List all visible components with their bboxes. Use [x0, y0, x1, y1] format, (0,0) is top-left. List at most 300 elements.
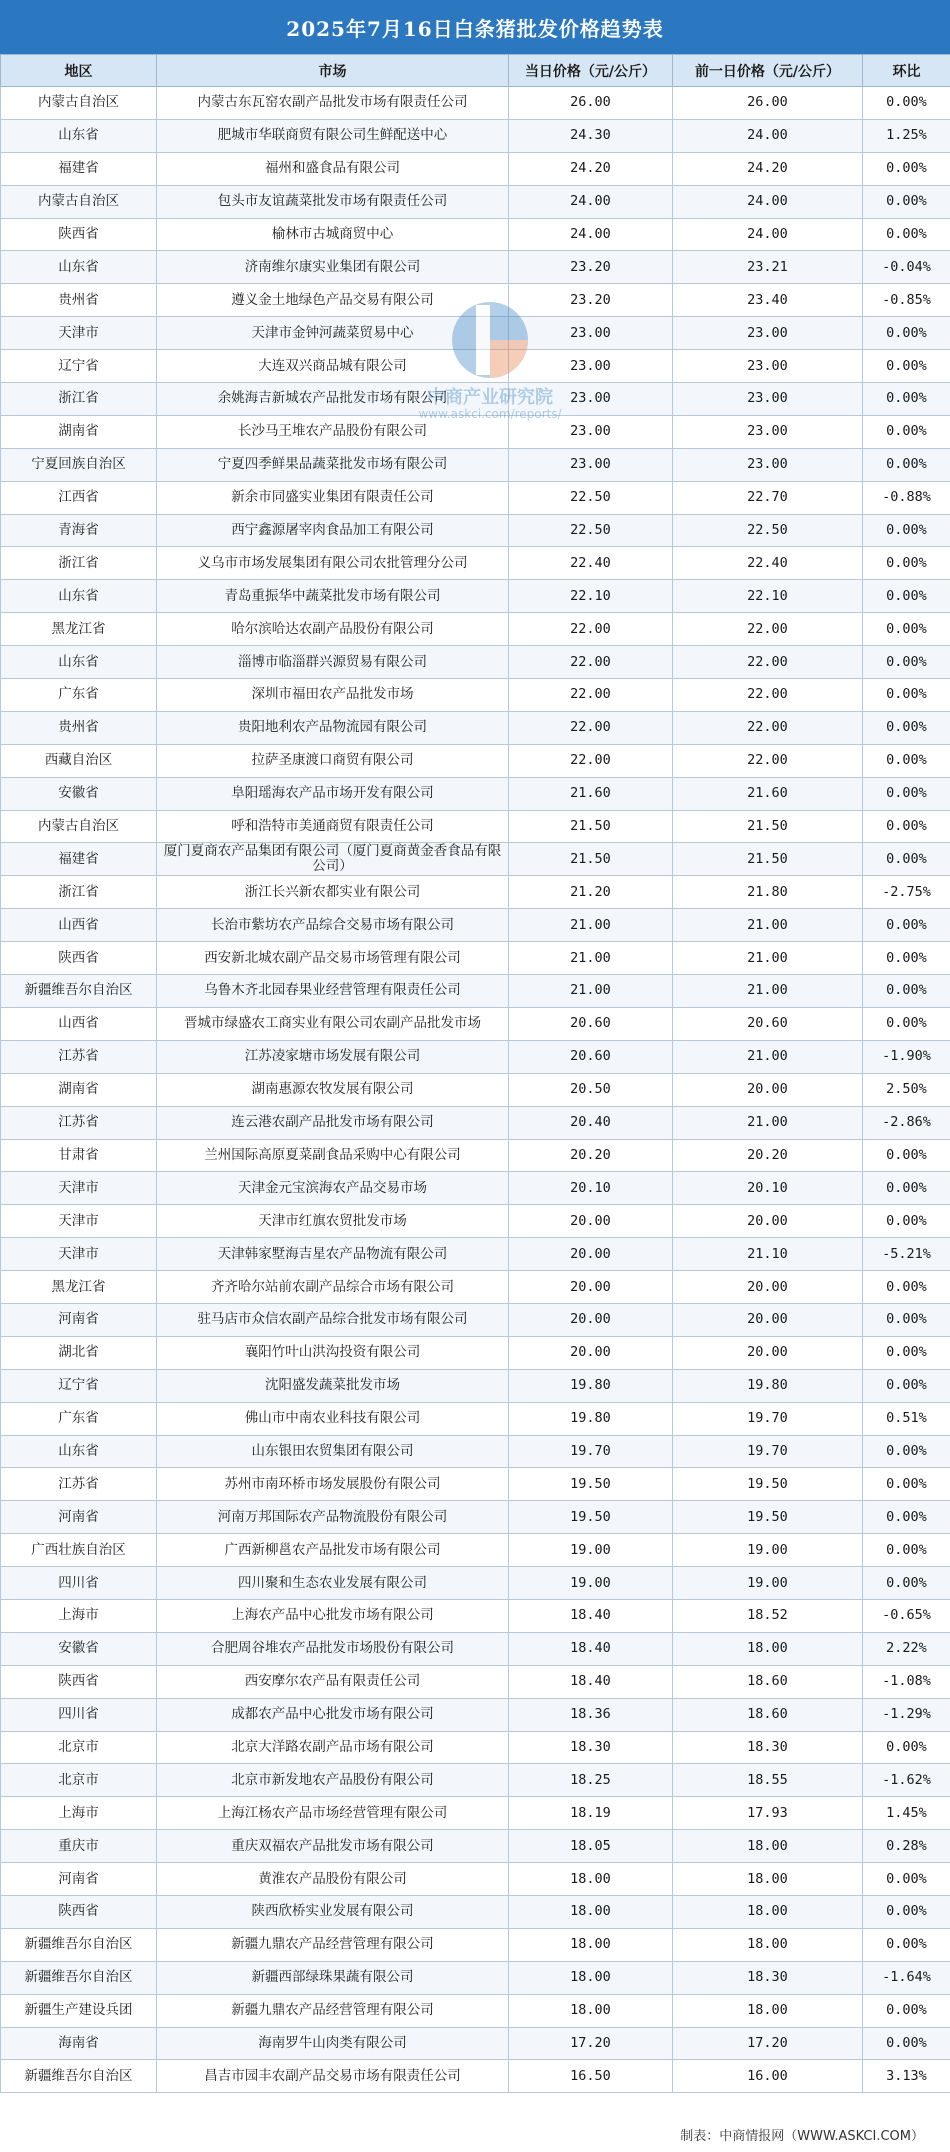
cell-market: 河南万邦国际农产品物流股份有限公司 [157, 1501, 509, 1534]
footer-credit: 制表：中商情报网（WWW.ASKCI.COM） [680, 2128, 924, 2144]
cell-prev-price: 19.80 [673, 1369, 863, 1402]
table-row [1, 218, 950, 251]
cell-market: 晋城市绿盛农工商实业有限公司农副产品批发市场 [157, 1007, 509, 1040]
table-row [1, 1205, 950, 1238]
table-row [1, 1830, 950, 1863]
cell-prev-price: 18.00 [673, 1863, 863, 1896]
cell-today-price: 18.00 [509, 1961, 673, 1994]
cell-change: 0.00% [863, 1172, 950, 1205]
cell-today-price: 20.00 [509, 1336, 673, 1369]
cell-market: 湖南惠源农牧发展有限公司 [157, 1073, 509, 1106]
cell-prev-price: 23.00 [673, 448, 863, 481]
cell-today-price: 18.25 [509, 1764, 673, 1797]
cell-today-price: 21.00 [509, 909, 673, 942]
cell-region: 河南省 [1, 1303, 157, 1336]
cell-change: -0.85% [863, 284, 950, 317]
table-row [1, 613, 950, 646]
cell-prev-price: 21.10 [673, 1238, 863, 1271]
cell-prev-price: 26.00 [673, 87, 863, 120]
cell-market: 浙江长兴新农都实业有限公司 [157, 876, 509, 909]
cell-region: 上海市 [1, 1599, 157, 1632]
watermark-url: www.askci.com/reports/ [418, 407, 562, 421]
cell-region: 河南省 [1, 1863, 157, 1896]
cell-today-price: 16.50 [509, 2060, 673, 2093]
cell-today-price: 20.60 [509, 1007, 673, 1040]
table-row [1, 1402, 950, 1435]
table-row [1, 547, 950, 580]
cell-change: -0.04% [863, 251, 950, 284]
cell-today-price: 22.00 [509, 744, 673, 777]
cell-change: 0.00% [863, 1271, 950, 1304]
cell-region: 安徽省 [1, 1632, 157, 1665]
cell-today-price: 23.00 [509, 448, 673, 481]
table-row [1, 1665, 950, 1698]
cell-change: 0.00% [863, 1534, 950, 1567]
cell-region: 湖北省 [1, 1336, 157, 1369]
table-row [1, 1172, 950, 1205]
table-row [1, 711, 950, 744]
cell-market: 昌吉市园丰农副产品交易市场有限责任公司 [157, 2060, 509, 2093]
cell-market: 陕西欣桥实业发展有限公司 [157, 1895, 509, 1928]
table-row [1, 1632, 950, 1665]
cell-today-price: 24.00 [509, 218, 673, 251]
table-row [1, 1468, 950, 1501]
cell-market: 肥城市华联商贸有限公司生鲜配送中心 [157, 119, 509, 152]
cell-change: 0.00% [863, 1501, 950, 1534]
table-row [1, 1271, 950, 1304]
cell-today-price: 18.40 [509, 1665, 673, 1698]
cell-today-price: 21.60 [509, 777, 673, 810]
cell-market: 余姚海吉新城农产品批发市场有限公司 [157, 383, 509, 416]
table-row [1, 317, 950, 350]
table-row [1, 2060, 950, 2093]
cell-prev-price: 18.30 [673, 1731, 863, 1764]
header-region: 地区 [1, 55, 157, 87]
cell-prev-price: 18.00 [673, 1830, 863, 1863]
cell-market: 上海江杨农产品市场经营管理有限公司 [157, 1797, 509, 1830]
cell-today-price: 22.00 [509, 646, 673, 679]
cell-today-price: 20.00 [509, 1303, 673, 1336]
cell-prev-price: 21.60 [673, 777, 863, 810]
cell-market: 北京市新发地农产品股份有限公司 [157, 1764, 509, 1797]
cell-change: -0.65% [863, 1599, 950, 1632]
cell-today-price: 18.00 [509, 1928, 673, 1961]
cell-today-price: 20.00 [509, 1238, 673, 1271]
cell-change: 0.00% [863, 679, 950, 712]
cell-prev-price: 24.00 [673, 218, 863, 251]
cell-today-price: 21.20 [509, 876, 673, 909]
table-row [1, 284, 950, 317]
cell-region: 内蒙古自治区 [1, 87, 157, 120]
cell-region: 天津市 [1, 1172, 157, 1205]
cell-prev-price: 23.00 [673, 383, 863, 416]
cell-change: -1.62% [863, 1764, 950, 1797]
cell-region: 贵州省 [1, 711, 157, 744]
cell-change: 0.00% [863, 2027, 950, 2060]
cell-prev-price: 19.50 [673, 1501, 863, 1534]
table-row [1, 1895, 950, 1928]
cell-prev-price: 23.00 [673, 415, 863, 448]
cell-market: 佛山市中南农业科技有限公司 [157, 1402, 509, 1435]
cell-today-price: 19.00 [509, 1534, 673, 1567]
cell-market: 包头市友谊蔬菜批发市场有限责任公司 [157, 185, 509, 218]
table-row [1, 843, 950, 876]
cell-change: -1.29% [863, 1698, 950, 1731]
table-row [1, 810, 950, 843]
cell-market: 海南罗牛山肉类有限公司 [157, 2027, 509, 2060]
cell-region: 贵州省 [1, 284, 157, 317]
table-row [1, 1007, 950, 1040]
table-row [1, 1928, 950, 1961]
cell-market: 北京大洋路农副产品市场有限公司 [157, 1731, 509, 1764]
cell-prev-price: 22.40 [673, 547, 863, 580]
cell-prev-price: 17.93 [673, 1797, 863, 1830]
cell-market: 襄阳竹叶山洪沟投资有限公司 [157, 1336, 509, 1369]
table-row [1, 744, 950, 777]
cell-market: 黄淮农产品股份有限公司 [157, 1863, 509, 1896]
cell-change: 0.00% [863, 909, 950, 942]
cell-region: 广东省 [1, 679, 157, 712]
cell-prev-price: 22.10 [673, 580, 863, 613]
cell-prev-price: 21.00 [673, 1106, 863, 1139]
cell-today-price: 18.00 [509, 1994, 673, 2027]
cell-region: 宁夏回族自治区 [1, 448, 157, 481]
cell-region: 天津市 [1, 1238, 157, 1271]
cell-region: 湖南省 [1, 1073, 157, 1106]
table-row [1, 383, 950, 416]
cell-prev-price: 20.60 [673, 1007, 863, 1040]
price-table [0, 54, 950, 2093]
cell-change: 0.00% [863, 613, 950, 646]
cell-prev-price: 18.00 [673, 1928, 863, 1961]
cell-region: 上海市 [1, 1797, 157, 1830]
cell-region: 海南省 [1, 2027, 157, 2060]
cell-prev-price: 19.00 [673, 1534, 863, 1567]
cell-change: 0.00% [863, 350, 950, 383]
cell-market: 厦门夏商农产品集团有限公司（厦门夏商黄金香食品有限公司） [157, 843, 509, 876]
cell-market: 长沙马王堆农产品股份有限公司 [157, 415, 509, 448]
cell-today-price: 20.10 [509, 1172, 673, 1205]
cell-market: 天津市红旗农贸批发市场 [157, 1205, 509, 1238]
cell-today-price: 23.00 [509, 317, 673, 350]
cell-today-price: 21.50 [509, 843, 673, 876]
cell-change: 0.00% [863, 1928, 950, 1961]
cell-today-price: 20.40 [509, 1106, 673, 1139]
cell-prev-price: 21.50 [673, 810, 863, 843]
cell-prev-price: 18.00 [673, 1994, 863, 2027]
cell-today-price: 18.00 [509, 1895, 673, 1928]
cell-today-price: 22.40 [509, 547, 673, 580]
cell-today-price: 23.00 [509, 415, 673, 448]
cell-market: 四川聚和生态农业发展有限公司 [157, 1567, 509, 1600]
cell-market: 沈阳盛发蔬菜批发市场 [157, 1369, 509, 1402]
cell-change: 0.00% [863, 711, 950, 744]
table-row [1, 1534, 950, 1567]
table-row [1, 1336, 950, 1369]
cell-today-price: 18.40 [509, 1599, 673, 1632]
cell-change: 0.00% [863, 1435, 950, 1468]
table-row [1, 152, 950, 185]
table-body [1, 87, 950, 2093]
cell-market: 济南维尔康实业集团有限公司 [157, 251, 509, 284]
cell-today-price: 19.50 [509, 1468, 673, 1501]
cell-today-price: 21.00 [509, 942, 673, 975]
table-row [1, 975, 950, 1008]
header-prev-price: 前一日价格（元/公斤） [673, 55, 863, 87]
cell-change: -1.64% [863, 1961, 950, 1994]
table-row [1, 1501, 950, 1534]
cell-change: 0.00% [863, 317, 950, 350]
table-row [1, 876, 950, 909]
table-row [1, 1040, 950, 1073]
cell-change: 0.00% [863, 1468, 950, 1501]
table-row [1, 1731, 950, 1764]
cell-today-price: 22.50 [509, 481, 673, 514]
cell-region: 青海省 [1, 514, 157, 547]
cell-today-price: 18.19 [509, 1797, 673, 1830]
cell-prev-price: 23.00 [673, 317, 863, 350]
table-row [1, 2027, 950, 2060]
cell-prev-price: 19.70 [673, 1402, 863, 1435]
cell-region: 山东省 [1, 646, 157, 679]
cell-today-price: 23.00 [509, 383, 673, 416]
cell-prev-price: 23.40 [673, 284, 863, 317]
table-row [1, 777, 950, 810]
cell-region: 浙江省 [1, 383, 157, 416]
cell-change: 0.00% [863, 1369, 950, 1402]
cell-market: 苏州市南环桥市场发展股份有限公司 [157, 1468, 509, 1501]
cell-region: 辽宁省 [1, 350, 157, 383]
cell-change: 0.00% [863, 580, 950, 613]
cell-change: 1.25% [863, 119, 950, 152]
table-row [1, 87, 950, 120]
cell-prev-price: 22.00 [673, 646, 863, 679]
cell-today-price: 19.70 [509, 1435, 673, 1468]
cell-change: 0.00% [863, 777, 950, 810]
table-row [1, 1238, 950, 1271]
cell-market: 天津市金钟河蔬菜贸易中心 [157, 317, 509, 350]
cell-region: 浙江省 [1, 876, 157, 909]
cell-today-price: 18.36 [509, 1698, 673, 1731]
cell-today-price: 19.00 [509, 1567, 673, 1600]
cell-today-price: 22.10 [509, 580, 673, 613]
table-row [1, 1106, 950, 1139]
cell-change: 0.00% [863, 1007, 950, 1040]
cell-region: 四川省 [1, 1698, 157, 1731]
cell-today-price: 23.20 [509, 251, 673, 284]
cell-today-price: 17.20 [509, 2027, 673, 2060]
cell-today-price: 19.80 [509, 1369, 673, 1402]
cell-market: 新疆西部绿珠果蔬有限公司 [157, 1961, 509, 1994]
cell-region: 新疆维吾尔自治区 [1, 1961, 157, 1994]
cell-region: 江西省 [1, 481, 157, 514]
cell-market: 齐齐哈尔站前农副产品综合市场有限公司 [157, 1271, 509, 1304]
cell-region: 天津市 [1, 1205, 157, 1238]
table-title: 2025年7月16日白条猪批发价格趋势表 [0, 0, 950, 54]
table-row [1, 119, 950, 152]
cell-market: 义乌市市场发展集团有限公司农批管理分公司 [157, 547, 509, 580]
cell-prev-price: 20.00 [673, 1303, 863, 1336]
cell-region: 天津市 [1, 317, 157, 350]
cell-market: 遵义金土地绿色产品交易有限公司 [157, 284, 509, 317]
cell-today-price: 22.00 [509, 679, 673, 712]
cell-region: 内蒙古自治区 [1, 810, 157, 843]
table-row [1, 942, 950, 975]
cell-prev-price: 22.50 [673, 514, 863, 547]
cell-change: 0.00% [863, 843, 950, 876]
cell-today-price: 20.20 [509, 1139, 673, 1172]
cell-change: 0.00% [863, 152, 950, 185]
cell-region: 新疆维吾尔自治区 [1, 975, 157, 1008]
cell-today-price: 20.50 [509, 1073, 673, 1106]
cell-today-price: 21.00 [509, 975, 673, 1008]
cell-market: 新余市同盛实业集团有限责任公司 [157, 481, 509, 514]
cell-change: 0.00% [863, 1139, 950, 1172]
cell-change: 0.00% [863, 1567, 950, 1600]
cell-change: 0.00% [863, 448, 950, 481]
cell-change: 2.50% [863, 1073, 950, 1106]
cell-market: 阜阳瑶海农产品市场开发有限公司 [157, 777, 509, 810]
cell-prev-price: 19.00 [673, 1567, 863, 1600]
cell-change: 0.00% [863, 810, 950, 843]
cell-prev-price: 18.55 [673, 1764, 863, 1797]
cell-market: 西宁鑫源屠宰肉食品加工有限公司 [157, 514, 509, 547]
cell-region: 山东省 [1, 251, 157, 284]
cell-prev-price: 22.70 [673, 481, 863, 514]
table-row [1, 1797, 950, 1830]
cell-region: 浙江省 [1, 547, 157, 580]
table-row [1, 1961, 950, 1994]
cell-market: 合肥周谷堆农产品批发市场股份有限公司 [157, 1632, 509, 1665]
cell-change: 0.00% [863, 1863, 950, 1896]
cell-change: 0.00% [863, 87, 950, 120]
cell-market: 福州和盛食品有限公司 [157, 152, 509, 185]
table-row [1, 350, 950, 383]
cell-region: 辽宁省 [1, 1369, 157, 1402]
cell-region: 福建省 [1, 152, 157, 185]
cell-change: 0.00% [863, 646, 950, 679]
cell-prev-price: 24.20 [673, 152, 863, 185]
cell-market: 青岛重振华中蔬菜批发市场有限公司 [157, 580, 509, 613]
header-today-price: 当日价格（元/公斤） [509, 55, 673, 87]
cell-today-price: 26.00 [509, 87, 673, 120]
cell-prev-price: 16.00 [673, 2060, 863, 2093]
cell-change: 0.00% [863, 547, 950, 580]
table-row [1, 1073, 950, 1106]
cell-region: 江苏省 [1, 1040, 157, 1073]
cell-change: 0.51% [863, 1402, 950, 1435]
cell-prev-price: 20.00 [673, 1205, 863, 1238]
cell-prev-price: 18.00 [673, 1632, 863, 1665]
cell-change: 0.00% [863, 1205, 950, 1238]
table-row [1, 1369, 950, 1402]
cell-change: 0.00% [863, 514, 950, 547]
cell-market: 江苏凌家塘市场发展有限公司 [157, 1040, 509, 1073]
cell-market: 新疆九鼎农产品经营管理有限公司 [157, 1994, 509, 2027]
cell-today-price: 24.20 [509, 152, 673, 185]
table-row [1, 185, 950, 218]
cell-prev-price: 20.00 [673, 1271, 863, 1304]
cell-market: 拉萨圣康渡口商贸有限公司 [157, 744, 509, 777]
cell-prev-price: 23.00 [673, 350, 863, 383]
cell-region: 新疆维吾尔自治区 [1, 2060, 157, 2093]
cell-prev-price: 21.00 [673, 942, 863, 975]
cell-market: 大连双兴商品城有限公司 [157, 350, 509, 383]
cell-region: 陕西省 [1, 1895, 157, 1928]
cell-market: 淄博市临淄群兴源贸易有限公司 [157, 646, 509, 679]
cell-today-price: 22.00 [509, 711, 673, 744]
cell-prev-price: 19.70 [673, 1435, 863, 1468]
cell-region: 黑龙江省 [1, 1271, 157, 1304]
cell-market: 呼和浩特市美通商贸有限责任公司 [157, 810, 509, 843]
cell-change: -2.75% [863, 876, 950, 909]
table-row [1, 1863, 950, 1896]
cell-change: 0.00% [863, 942, 950, 975]
cell-market: 天津韩家墅海吉星农产品物流有限公司 [157, 1238, 509, 1271]
cell-market: 榆林市古城商贸中心 [157, 218, 509, 251]
table-row [1, 1764, 950, 1797]
cell-market: 贵阳地利农产品物流园有限公司 [157, 711, 509, 744]
cell-change: 0.00% [863, 1895, 950, 1928]
watermark-text: 中商产业研究院 [427, 387, 553, 408]
cell-market: 乌鲁木齐北园春果业经营管理有限责任公司 [157, 975, 509, 1008]
table-row [1, 1139, 950, 1172]
cell-region: 河南省 [1, 1501, 157, 1534]
cell-change: 0.00% [863, 1994, 950, 2027]
cell-change: 0.00% [863, 744, 950, 777]
table-row [1, 1599, 950, 1632]
cell-market: 天津金元宝滨海农产品交易市场 [157, 1172, 509, 1205]
cell-region: 西藏自治区 [1, 744, 157, 777]
cell-region: 陕西省 [1, 218, 157, 251]
cell-today-price: 19.80 [509, 1402, 673, 1435]
cell-prev-price: 21.00 [673, 975, 863, 1008]
cell-prev-price: 22.00 [673, 744, 863, 777]
table-row [1, 646, 950, 679]
cell-prev-price: 24.00 [673, 119, 863, 152]
cell-region: 北京市 [1, 1731, 157, 1764]
cell-today-price: 22.50 [509, 514, 673, 547]
cell-change: 0.00% [863, 185, 950, 218]
table-row [1, 1698, 950, 1731]
table-row [1, 1567, 950, 1600]
cell-today-price: 22.00 [509, 613, 673, 646]
cell-market: 新疆九鼎农产品经营管理有限公司 [157, 1928, 509, 1961]
cell-region: 山东省 [1, 119, 157, 152]
cell-region: 广西壮族自治区 [1, 1534, 157, 1567]
cell-today-price: 18.05 [509, 1830, 673, 1863]
cell-today-price: 24.00 [509, 185, 673, 218]
cell-market: 西安摩尔农产品有限责任公司 [157, 1665, 509, 1698]
cell-prev-price: 20.10 [673, 1172, 863, 1205]
cell-prev-price: 20.00 [673, 1073, 863, 1106]
cell-change: 3.13% [863, 2060, 950, 2093]
cell-prev-price: 21.80 [673, 876, 863, 909]
cell-today-price: 24.30 [509, 119, 673, 152]
cell-market: 哈尔滨哈达农副产品股份有限公司 [157, 613, 509, 646]
cell-region: 江苏省 [1, 1468, 157, 1501]
cell-market: 宁夏四季鲜果品蔬菜批发市场有限公司 [157, 448, 509, 481]
cell-region: 福建省 [1, 843, 157, 876]
table-row [1, 1303, 950, 1336]
cell-market: 广西新柳邕农产品批发市场有限公司 [157, 1534, 509, 1567]
cell-prev-price: 21.00 [673, 1040, 863, 1073]
cell-prev-price: 23.21 [673, 251, 863, 284]
cell-change: 0.28% [863, 1830, 950, 1863]
table-row [1, 448, 950, 481]
table-row [1, 1435, 950, 1468]
cell-prev-price: 18.60 [673, 1665, 863, 1698]
